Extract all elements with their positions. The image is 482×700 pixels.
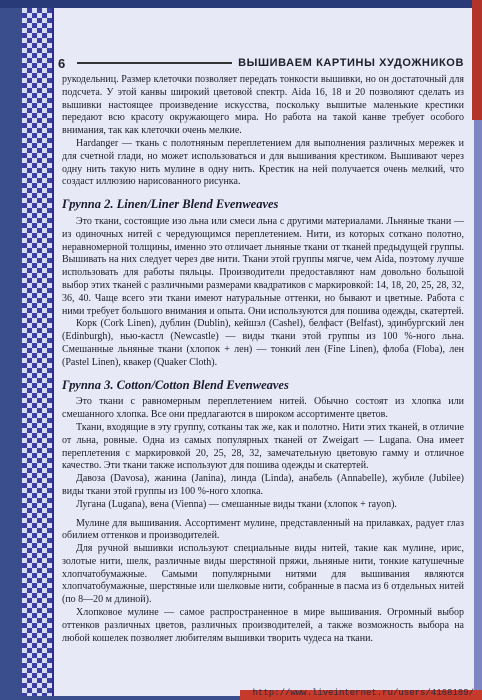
page-number: 6 [58, 55, 66, 71]
section-heading: Группа 2. Linen/Liner Blend Evenweaves [62, 197, 279, 212]
page-header [58, 54, 464, 72]
top-edge [0, 0, 482, 8]
source-url: http://www.liveinternet.ru/users/4168189/ [252, 688, 474, 698]
paragraph: Корк (Cork Linen), дублин (Dublin), кейшэл (Cashel), белфаст (Belfast), эдинбургский лен (Edinburgh), нью-кастл (Newcastle) — виды ткани этой группы из 100 %-ного льна. Смешанные льняные ткани (хлопок + лен) — тонкий лен (Fine Linen), флоба (Floba), лен (Pastel Linen), квакер (Quaker Cloth). [62, 318, 464, 368]
paragraph: Лугана (Lugana), вена (Vienna) — смешанные виды ткани (хлопок + rayon). [76, 498, 397, 510]
paragraph: Хлопковое мулине — самое распространенное в мире вышивания. Огромный выбор оттенков различных цветов, различных производителей, а также возможность выбора на любой кошелек позволяет любителям вышивки творить чудеса на ткани. [62, 607, 464, 644]
section-heading: Группа 3. Cotton/Cotton Blend Evenweaves [62, 377, 289, 392]
page-body [62, 74, 464, 696]
paragraph: Hardanger — ткань с полотняным переплетением для выполнения различных мережек и для счетной глади, но может использоваться и для вышивания крестиком. Вышивают через одну нить такую нить мулине в одну нить. Крестик на ней получается очень мелкий, что создаст иллюзию нарисованного рисунка. [62, 137, 464, 188]
paragraph: Это ткани, состоящие изо льна или смеси льна с другими материалами. Льняные ткани — из одиночных нитей с чередующимся переплетением. Нити, из которых соткано полотно, неравномерной толщины, именно это отличает льняные ткани от тканей предыдущей группы. Вышивать на них следует через две нити. Ткани этой группы мягче, чем Aida, поэтому лучше использовать для работы пяльцы. Производители предоставляют нам довольно большой выбор этих тканей с различными размерами квадратиков с маркировкой: 14, 18, 20, 25, 28, 32, 36, 40. Чаще всего эти ткани имеют натуральные оттенки, но бывают и цветные. Работа с ними требует большого внимания и опыта. Они используются для пошива одежды, скатертей. [62, 215, 464, 317]
header-rule [77, 62, 232, 64]
paragraph: Давоза (Davosa), жанина (Janina), линда (Linda), анабель (Annabelle), жубилe (Jubilee) виды ткани этой группы из 100 %-ного хлопка. [62, 473, 464, 497]
paragraph: Это ткани с равномерным переплетением нитей. Обычно состоят из хлопка или смешанного хлопка. Все они предлагаются в широком ассортименте цветов. [62, 396, 464, 421]
paragraph: Мулине для вышивания. Ассортимент мулине, представленный на прилавках, радует глаз обилием оттенков и производителей. [62, 517, 464, 542]
paragraph: рукодельниц. Размер клеточки позволяет передать тонкости вышивки, но он достаточный для подсчета. У этой канвы широкий цветовой спектр. Aida 16, 18 и 20 позволяют сделать из вышивки настоящее произведение искусства, поскольку вышитые маленькие крестики передают всю красоту окружающего мира. Но работа на такой канве требует особого внимания, так как клеточки очень мелкие. [62, 74, 464, 137]
paragraph: Ткани, входящие в эту группу, сотканы так же, как и полотно. Нити этих тканей, в отличие от льна, ровные. Одна из самых популярных тканей от Zweigart — Lugana. Она имеет переплетения с маркировкой 20, 25, 28, 32, замечательную цветовую гамму и отличное качество. Эти ткани также используют для пошива одежды и скатертей. [62, 421, 464, 472]
ornament-border [22, 8, 54, 696]
paragraph: Для ручной вышивки используют специальные виды нитей, такие как мулине, ирис, золотые нити, шелк, различные виды шерстяной пряжи, льняные нити, тонкие катушечные хлопчатобумажные. Самыми популярными нитями для вышивания являются хлопчатобумажные, шерстяные или шелковые нити, собранные в пасма из 6 отдельных нитей (по 8—20 м длиной). [62, 543, 464, 606]
book-page [22, 8, 474, 696]
cover-corner [472, 0, 482, 120]
running-title: ВЫШИВАЕМ КАРТИНЫ ХУДОЖНИКОВ [238, 57, 464, 69]
